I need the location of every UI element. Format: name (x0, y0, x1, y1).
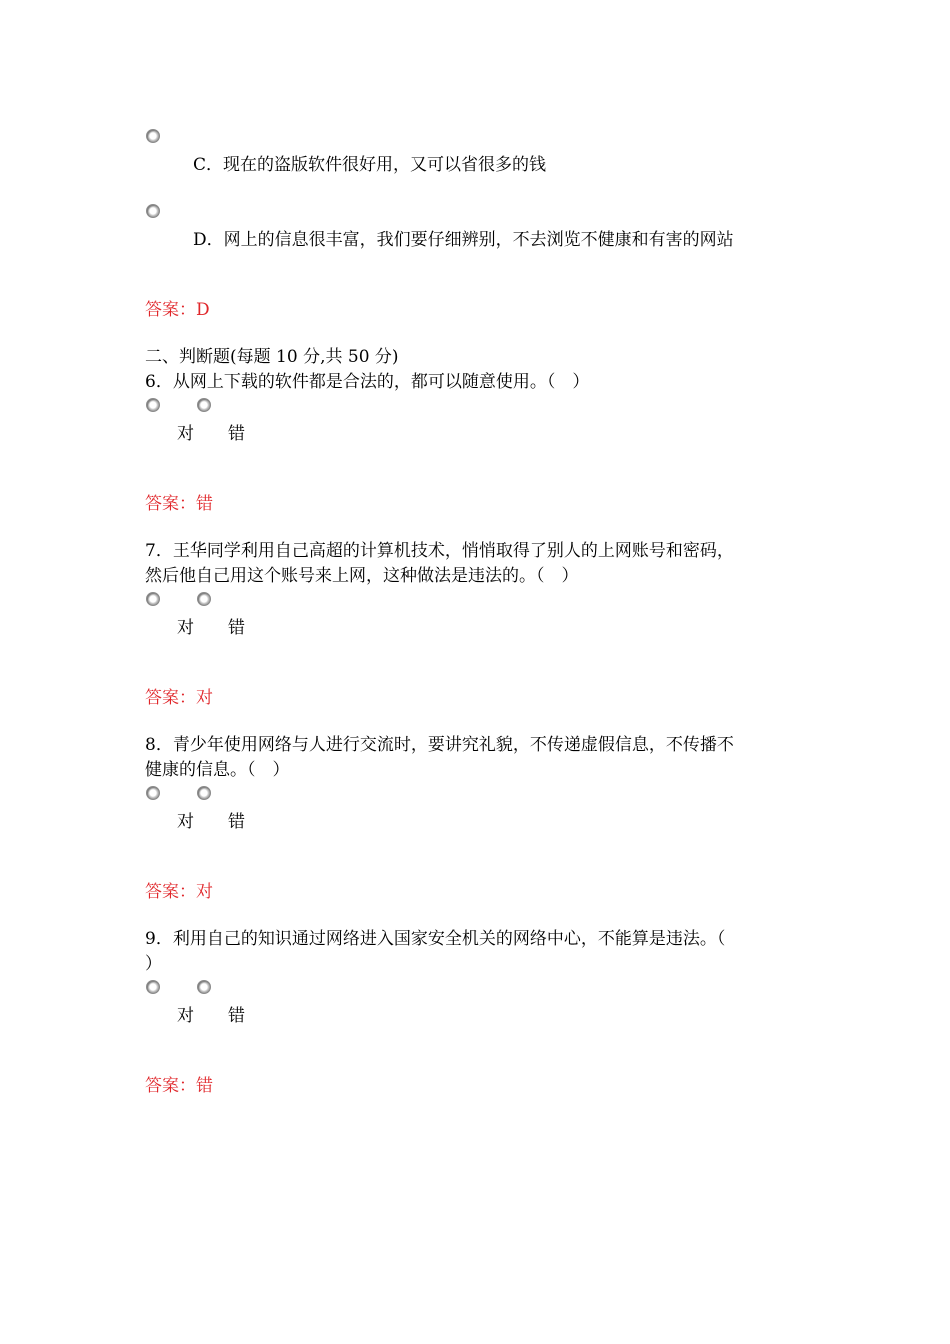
q7-false-label: 错 (228, 618, 245, 638)
question-7-text-line2: 然后他自己用这个账号来上网，这种做法是违法的。（ ） (145, 566, 579, 586)
q9-true-label: 对 (177, 1006, 194, 1026)
option-c-radio[interactable] (146, 129, 160, 143)
answer-q5: 答案：D (145, 300, 210, 320)
answer-q9: 答案：错 (145, 1076, 213, 1096)
question-9-text-line2: ） (145, 954, 162, 974)
section-title: 二、判断题(每题 10 分,共 50 分) (145, 347, 399, 367)
q7-true-radio[interactable] (146, 592, 160, 606)
option-d-text: D．网上的信息很丰富，我们要仔细辨别，不去浏览不健康和有害的网站 (193, 230, 734, 250)
question-8-text-line1: 8．青少年使用网络与人进行交流时，要讲究礼貌，不传递虚假信息，不传播不 (145, 735, 734, 755)
q7-true-label: 对 (177, 618, 194, 638)
q6-true-radio[interactable] (146, 398, 160, 412)
option-c-text: C．现在的盗版软件很好用，又可以省很多的钱 (193, 155, 547, 175)
q6-false-radio[interactable] (197, 398, 211, 412)
q9-false-radio[interactable] (197, 980, 211, 994)
q9-true-radio[interactable] (146, 980, 160, 994)
question-8-text-line2: 健康的信息。（ ） (145, 760, 290, 780)
q8-true-label: 对 (177, 812, 194, 832)
answer-q6: 答案：错 (145, 494, 213, 514)
q7-false-radio[interactable] (197, 592, 211, 606)
q9-false-label: 错 (228, 1006, 245, 1026)
answer-q7: 答案：对 (145, 688, 213, 708)
question-9-text-line1: 9．利用自己的知识通过网络进入国家安全机关的网络中心，不能算是违法。（ (145, 929, 726, 949)
q6-true-label: 对 (177, 424, 194, 444)
q8-true-radio[interactable] (146, 786, 160, 800)
question-6-text: 6．从网上下载的软件都是合法的，都可以随意使用。（ ） (145, 372, 590, 392)
option-d-radio[interactable] (146, 204, 160, 218)
q8-false-label: 错 (228, 812, 245, 832)
q6-false-label: 错 (228, 424, 245, 444)
question-7-text-line1: 7．王华同学利用自己高超的计算机技术，悄悄取得了别人的上网账号和密码， (145, 541, 734, 561)
answer-q8: 答案：对 (145, 882, 213, 902)
q8-false-radio[interactable] (197, 786, 211, 800)
